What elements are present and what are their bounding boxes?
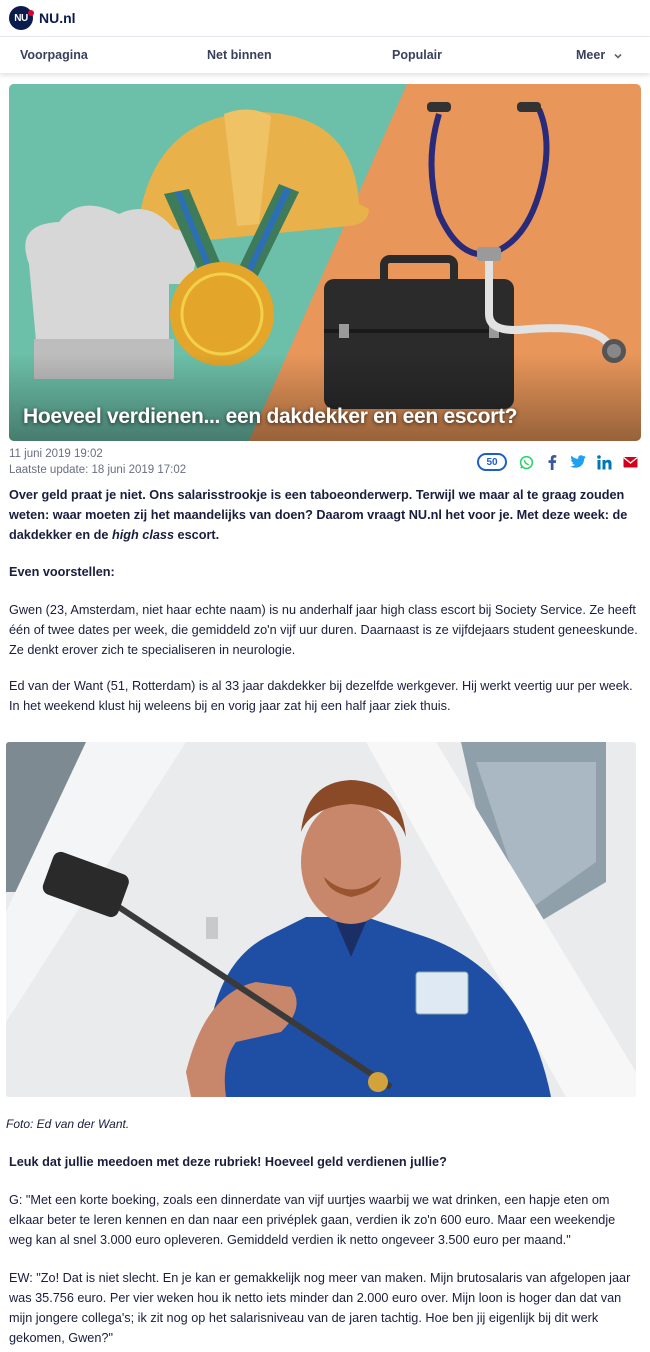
share-bar — [477, 453, 638, 471]
nav-item-meer[interactable] — [576, 48, 623, 62]
linkedin-icon[interactable] — [596, 454, 612, 470]
twitter-icon[interactable] — [570, 454, 586, 470]
nav-more-label: Meer — [576, 48, 606, 62]
hero-illustration — [9, 84, 641, 441]
main-nav — [0, 36, 650, 73]
published-date: 11 juni 2019 19:02 — [9, 448, 103, 460]
intro-emphasis: high class — [111, 528, 175, 542]
logo-text: NU — [14, 12, 28, 24]
nav-item-voorpagina[interactable]: Voorpagina — [20, 48, 88, 62]
paragraph-ed: Ed van der Want (51, Rotterdam) is al 33 jaar dakdekker bij dezelfde werkgever. Hij werkt veertig uur per week. In het weekend klust hij weleens bij en vorig jaar zat hij een half jaar ziek thuis. — [9, 679, 633, 713]
answer-gwen: G: "Met een korte boeking, zoals een dinnerdate van vijf uurtjes waarbij we wat drinken, een hapje eten om elkaar beter te leren kennen en dan naar een privéplek gaan, verdien ik zo'n 600 euro. Maar een weekendje weg kan al snel 3.000 euro opleveren. Gemiddeld verdien ik netto ongeveer 3.500 euro per maand." — [9, 1193, 616, 1247]
intro-text-2: escort. — [174, 528, 220, 542]
article-meta — [9, 447, 186, 478]
nav-item-populair[interactable]: Populair — [392, 48, 443, 62]
comment-bubble-icon[interactable] — [477, 453, 507, 471]
logo-dot — [28, 10, 34, 16]
nu-logo[interactable] — [9, 6, 33, 30]
top-bar — [0, 0, 650, 36]
paragraph-gwen: Gwen (23, Amsterdam, niet haar echte naam) is nu anderhalf jaar high class escort bij Society Service. Ze heeft één of twee dates per week, die gemiddeld zo'n vijf uur duren. Daarnaast is ze vijfdejaars student geneeskunde. Ze denkt erover zich te specialiseren in neurologie. — [9, 603, 638, 657]
article-title: Hoeveel verdienen... een dakdekker en een escort? — [23, 405, 518, 428]
comment-count: 50 — [486, 456, 498, 468]
photo-roofer — [6, 742, 636, 1097]
article-photo[interactable] — [6, 742, 636, 1097]
chevron-down-icon — [613, 51, 623, 61]
nav-item-net-binnen[interactable]: Net binnen — [207, 48, 272, 62]
article-intro — [9, 485, 641, 545]
subheading-introductions: Even voorstellen: — [9, 565, 115, 579]
answer-ed: EW: "Zo! Dat is niet slecht. En je kan er gemakkelijk nog meer van maken. Mijn brutosalaris van afgelopen jaar was 35.756 euro. Per vier weken hou ik netto iets minder dan 2.000 euro over. Mijn loon is hoger dan dat van mijn jongere collega's; ik zit nog op het salarisniveau van de jaren tachtig. Hoe ben jij eigenlijk bij dit werk gekomen, Gwen?" — [9, 1271, 631, 1345]
photo-caption: Foto: Ed van der Want. — [6, 1117, 130, 1131]
email-icon[interactable] — [622, 454, 638, 470]
facebook-icon[interactable] — [544, 454, 560, 470]
intro-text-1: Over geld praat je niet. Ons salarisstrookje is een taboeonderwerp. Terwijl we maar al te graag zouden weten: waar moeten zij het maandelijks van doen? Daarom vraagt NU.nl het voor je. Met deze week: de dakdekker en de — [9, 488, 628, 542]
question-heading: Leuk dat jullie meedoen met deze rubriek! Hoeveel geld verdienen jullie? — [9, 1155, 447, 1169]
site-name[interactable]: NU.nl — [39, 10, 76, 26]
updated-date: Laatste update: 18 juni 2019 17:02 — [9, 463, 187, 476]
hero-image[interactable] — [9, 84, 641, 441]
whatsapp-icon[interactable] — [518, 454, 534, 470]
